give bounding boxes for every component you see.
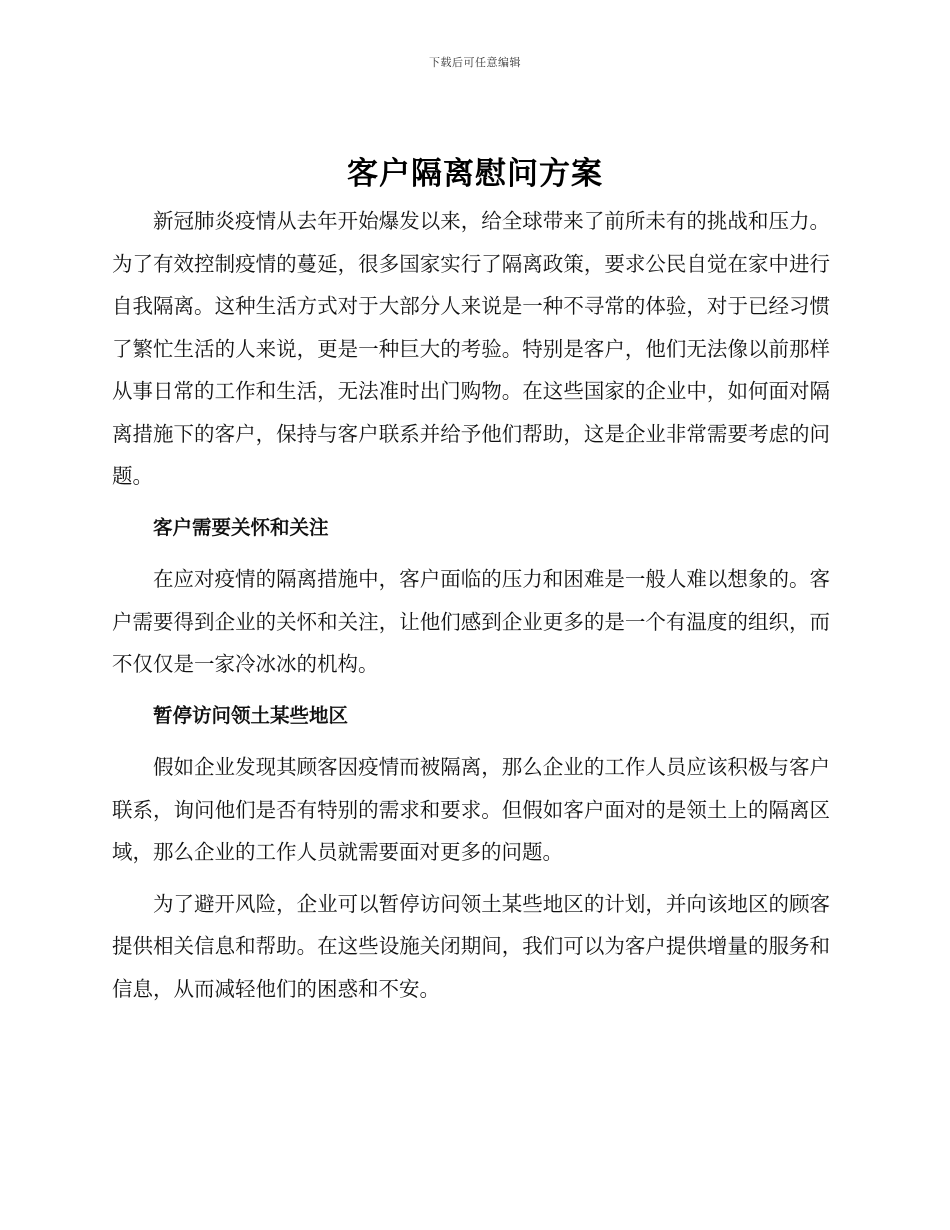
suspend-paragraph-2: 为了避开风险，企业可以暂停访问领土某些地区的计划，并向该地区的顾客提供相关信息和帮助。在这些设施关闭期间，我们可以为客户提供增量的服务和信息，从而减轻他们的困惑和不安。	[112, 891, 830, 1001]
section-heading-care: 客户需要关怀和关注	[152, 515, 329, 539]
care-paragraph: 在应对疫情的隔离措施中，客户面临的压力和困难是一般人难以想象的。客户需要得到企业的关怀和关注，让他们感到企业更多的是一个有温度的组织，而不仅仅是一家冷冰冰的机构。	[112, 567, 830, 676]
suspend-paragraph-1: 假如企业发现其顾客因疫情而被隔离，那么企业的工作人员应该积极与客户联系，询问他们是否有特别的需求和要求。但假如客户面对的是领土上的隔离区域，那么企业的工作人员就需要面对更多的问题。	[112, 755, 830, 864]
section-heading-suspend: 暂停访问领土某些地区	[152, 703, 348, 727]
page-header-note: 下载后可任意编辑	[429, 56, 521, 69]
document-title: 客户隔离慰问方案	[347, 156, 603, 192]
document-body	[112, 200, 830, 1010]
intro-paragraph: 新冠肺炎疫情从去年开始爆发以来，给全球带来了前所未有的挑战和压力。为了有效控制疫情的蔓延，很多国家实行了隔离政策，要求公民自觉在家中进行自我隔离。这种生活方式对于大部分人来说是一种不寻常的体验，对于已经习惯了繁忙生活的人来说，更是一种巨大的考验。特别是客户，他们无法像以前那样从事日常的工作和生活，无法准时出门购物。在这些国家的企业中，如何面对隔离措施下的客户，保持与客户联系并给予他们帮助，这是企业非常需要考虑的问题。	[112, 209, 830, 488]
